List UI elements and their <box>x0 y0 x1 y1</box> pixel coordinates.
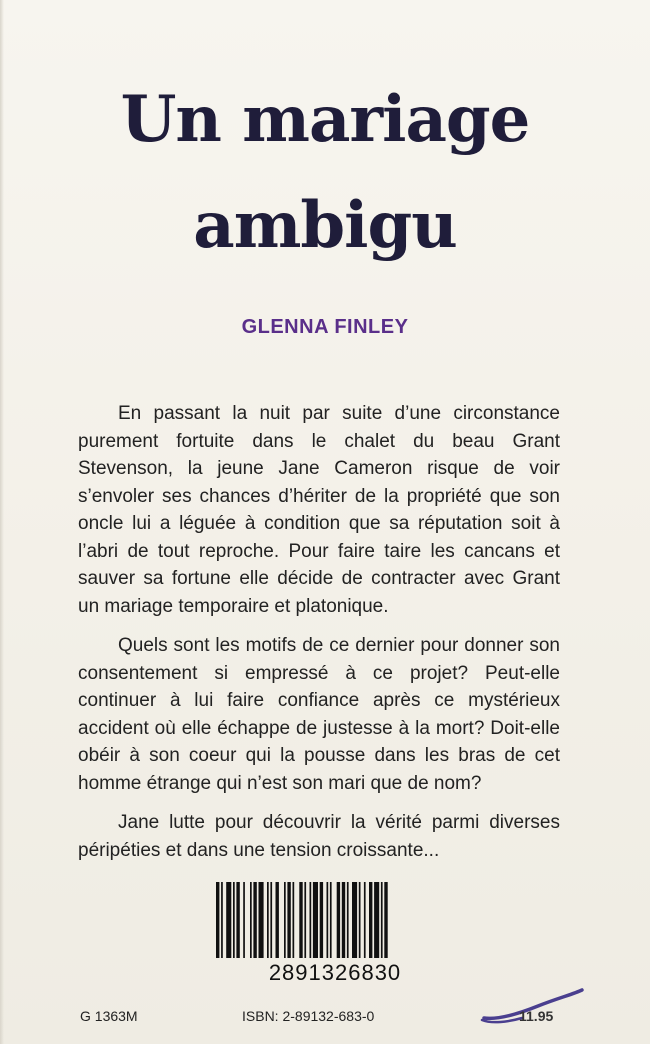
barcode-bar <box>310 882 312 958</box>
price: 11.95 <box>519 1008 554 1024</box>
barcode-bar <box>270 882 272 958</box>
book-author: GLENNA FINLEY <box>241 316 409 338</box>
isbn-label: ISBN: 2-89132-683-0 <box>242 1008 375 1024</box>
barcode-bar <box>284 882 286 958</box>
barcode-bar <box>359 882 361 958</box>
barcode <box>206 872 462 986</box>
barcode-bar <box>327 882 329 958</box>
barcode-bar <box>233 882 235 958</box>
blurb-paragraph-1: En passant la nuit par suite d’une circonstance purement fortuite dans le chalet du beau Grant Stevenson, la jeune Jane Cameron risque de voir s’envoler ses chances d’hériter de la propriété que son oncle lui a léguée à condition que sa réputation soit à l’abri de tout reproche. Pour faire taire les cancans et sauver sa fortune elle décide de contracter avec Grant un mariage temporaire et platonique. <box>78 403 560 617</box>
barcode-bar <box>293 882 295 958</box>
blurb-paragraph-3: Jane lutte pour découvrir la vérité parmi diverses péripéties et dans une tension croissante... <box>78 812 560 861</box>
barcode-bar <box>259 882 264 958</box>
barcode-bar <box>304 882 306 958</box>
barcode-bar <box>276 882 279 958</box>
barcode-bar <box>221 882 223 958</box>
barcode-bar <box>352 882 357 958</box>
barcode-bar <box>330 882 332 958</box>
barcode-bar <box>369 882 372 958</box>
paper-edge-shadow <box>0 0 4 1044</box>
book-blurb <box>78 400 560 876</box>
barcode-bar <box>364 882 366 958</box>
barcode-bars <box>214 882 450 958</box>
barcode-bar <box>381 882 383 958</box>
barcode-bar <box>253 882 256 958</box>
barcode-bar <box>236 882 239 958</box>
barcode-bar <box>243 882 245 958</box>
barcode-bar <box>216 882 219 958</box>
barcode-bar <box>313 882 318 958</box>
barcode-bar <box>342 882 345 958</box>
barcode-bar <box>384 882 387 958</box>
book-title-line-2: ambigu <box>193 188 457 263</box>
barcode-bar <box>337 882 340 958</box>
barcode-bar <box>374 882 379 958</box>
barcode-bar <box>320 882 323 958</box>
barcode-bar <box>287 882 290 958</box>
barcode-number: 2891326830 <box>268 960 402 985</box>
barcode-bar <box>299 882 302 958</box>
catalog-code: G 1363M <box>80 1008 138 1024</box>
barcode-bar <box>226 882 231 958</box>
barcode-bar <box>267 882 269 958</box>
blurb-paragraph-2: Quels sont les motifs de ce dernier pour donner son consentement si empressé à ce projet? Peut-elle continuer à lui faire confiance après ce mystérieux accident où elle échappe de justesse à la mort? Doit-elle obéir à son coeur qui la pousse dans les bras de cet homme étrange qui n’est son mari que de nom? <box>78 635 560 794</box>
barcode-bar <box>250 882 252 958</box>
book-title-line-1: Un mariage <box>120 82 530 157</box>
barcode-bar <box>347 882 349 958</box>
